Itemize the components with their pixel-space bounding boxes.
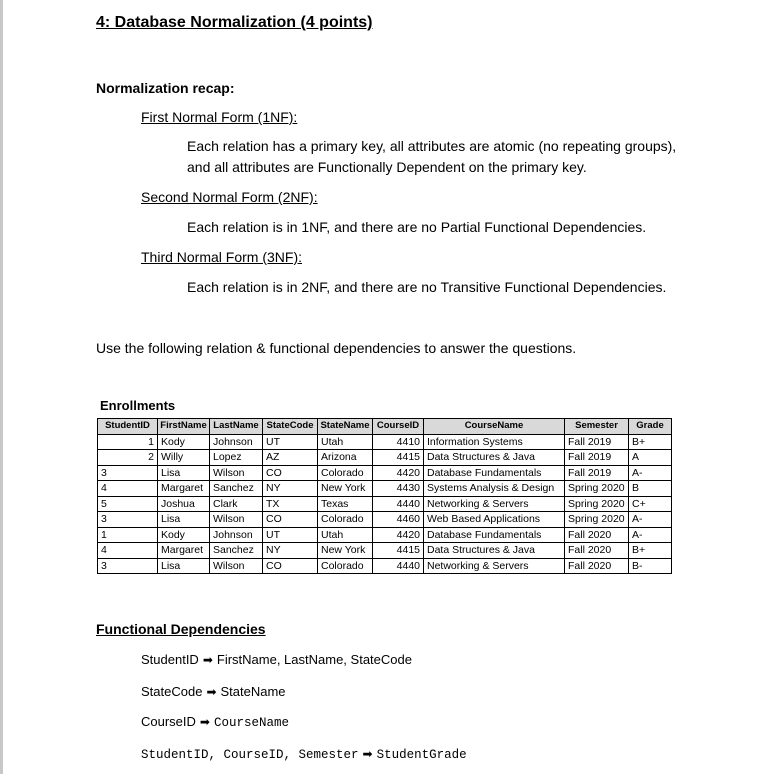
table-row: [98, 481, 672, 497]
table-cell: 4460: [373, 512, 424, 528]
table-cell: Colorado: [318, 558, 373, 574]
dependency-rhs: StudentGrade: [376, 748, 467, 762]
table-cell: Utah: [318, 434, 373, 450]
table-cell: Lisa: [158, 558, 210, 574]
dependency-lhs: StateCode: [141, 684, 203, 699]
table-row: [98, 450, 672, 466]
table-cell: Spring 2020: [565, 481, 629, 497]
table-cell: Wilson: [210, 558, 263, 574]
table-cell: Lopez: [210, 450, 263, 466]
table-cell: B+: [629, 543, 672, 559]
table-cell: 3: [98, 465, 158, 481]
table-cell: 1: [98, 434, 158, 450]
table-cell: A-: [629, 465, 672, 481]
table-cell: Colorado: [318, 465, 373, 481]
instructions-text: Use the following relation & functional dependencies to answer the questions.: [96, 340, 577, 356]
table-cell: Fall 2020: [565, 558, 629, 574]
table-cell: 4440: [373, 496, 424, 512]
table-cell: A: [629, 450, 672, 466]
table-row: [98, 434, 672, 450]
table-cell: New York: [318, 543, 373, 559]
table-cell: Fall 2019: [565, 450, 629, 466]
dependency-4: [141, 746, 467, 762]
dependency-2: [141, 684, 286, 699]
table-row: [98, 527, 672, 543]
dependency-1: [141, 652, 412, 667]
table-cell: Margaret: [158, 543, 210, 559]
table-cell: Willy: [158, 450, 210, 466]
first-normal-form-line-1: Each relation has a primary key, all attributes are atomic (no repeating groups),: [187, 138, 677, 154]
table-cell: Johnson: [210, 434, 263, 450]
table-cell: Information Systems: [424, 434, 565, 450]
first-normal-form-description: [187, 136, 676, 178]
table-cell: CO: [263, 558, 318, 574]
table-cell: Wilson: [210, 512, 263, 528]
table-cell: Johnson: [210, 527, 263, 543]
table-cell: Fall 2020: [565, 527, 629, 543]
table-cell: 4410: [373, 434, 424, 450]
table-cell: Kody: [158, 527, 210, 543]
second-normal-form-description: Each relation is in 1NF, and there are no Partial Functional Dependencies.: [187, 219, 647, 235]
dependency-lhs: CourseID: [141, 714, 196, 729]
table-cell: Spring 2020: [565, 512, 629, 528]
table-cell: 4420: [373, 527, 424, 543]
table-cell: B: [629, 481, 672, 497]
table-cell: 4430: [373, 481, 424, 497]
table-cell: UT: [263, 434, 318, 450]
table-cell: NY: [263, 543, 318, 559]
first-normal-form-title: First Normal Form (1NF):: [141, 109, 298, 125]
table-cell: Colorado: [318, 512, 373, 528]
table-cell: Web Based Applications: [424, 512, 565, 528]
column-header: Semester: [565, 419, 629, 435]
table-cell: NY: [263, 481, 318, 497]
table-cell: Fall 2019: [565, 434, 629, 450]
table-cell: 4440: [373, 558, 424, 574]
section-title: 4: Database Normalization (4 points): [96, 14, 373, 31]
column-header: StateCode: [263, 419, 318, 435]
table-cell: Kody: [158, 434, 210, 450]
column-header: CourseID: [373, 419, 424, 435]
table-header-row: [98, 419, 672, 435]
table-row: [98, 465, 672, 481]
table-cell: C+: [629, 496, 672, 512]
table-cell: New York: [318, 481, 373, 497]
table-cell: 2: [98, 450, 158, 466]
table-cell: AZ: [263, 450, 318, 466]
table-cell: 4415: [373, 543, 424, 559]
column-header: Grade: [629, 419, 672, 435]
page-left-border: [0, 0, 3, 774]
column-header: StateName: [318, 419, 373, 435]
table-cell: 4415: [373, 450, 424, 466]
table-cell: Utah: [318, 527, 373, 543]
dependency-lhs: StudentID: [141, 652, 199, 667]
table-cell: B-: [629, 558, 672, 574]
table-cell: Lisa: [158, 465, 210, 481]
table-cell: 4: [98, 481, 158, 497]
table-row: [98, 512, 672, 528]
column-header: FirstName: [158, 419, 210, 435]
table-cell: Clark: [210, 496, 263, 512]
table-cell: Systems Analysis & Design: [424, 481, 565, 497]
table-cell: Sanchez: [210, 543, 263, 559]
table-cell: Lisa: [158, 512, 210, 528]
table-cell: 3: [98, 558, 158, 574]
table-row: [98, 543, 672, 559]
table-cell: Fall 2020: [565, 543, 629, 559]
table-row: [98, 496, 672, 512]
dependency-3: [141, 714, 289, 730]
column-header: CourseName: [424, 419, 565, 435]
table-cell: A-: [629, 527, 672, 543]
table-cell: Networking & Servers: [424, 558, 565, 574]
third-normal-form-title: Third Normal Form (3NF):: [141, 249, 303, 265]
table-cell: Networking & Servers: [424, 496, 565, 512]
table-cell: Sanchez: [210, 481, 263, 497]
enrollments-table: [97, 418, 672, 574]
table-cell: UT: [263, 527, 318, 543]
column-header: LastName: [210, 419, 263, 435]
table-cell: A-: [629, 512, 672, 528]
table-title: Enrollments: [100, 398, 176, 413]
table-cell: Spring 2020: [565, 496, 629, 512]
right-arrow-icon: ➡: [199, 715, 210, 729]
table-cell: CO: [263, 512, 318, 528]
table-cell: CO: [263, 465, 318, 481]
table-row: [98, 558, 672, 574]
table-cell: B+: [629, 434, 672, 450]
table-cell: Wilson: [210, 465, 263, 481]
dependency-lhs: StudentID, CourseID, Semester: [141, 748, 359, 762]
table-cell: 4420: [373, 465, 424, 481]
table-cell: 1: [98, 527, 158, 543]
table-cell: 4: [98, 543, 158, 559]
table-cell: TX: [263, 496, 318, 512]
recap-heading: Normalization recap:: [96, 80, 235, 96]
dependency-rhs: CourseName: [213, 716, 289, 730]
table-cell: Data Structures & Java: [424, 543, 565, 559]
right-arrow-icon: ➡: [202, 653, 213, 667]
dependency-rhs: FirstName, LastName, StateCode: [216, 652, 412, 667]
table-cell: Margaret: [158, 481, 210, 497]
table-cell: 3: [98, 512, 158, 528]
table-cell: Database Fundamentals: [424, 527, 565, 543]
second-normal-form-title: Second Normal Form (2NF):: [141, 189, 318, 205]
table-cell: Database Fundamentals: [424, 465, 565, 481]
table-cell: Joshua: [158, 496, 210, 512]
right-arrow-icon: ➡: [362, 747, 373, 761]
table-cell: Data Structures & Java: [424, 450, 565, 466]
table-cell: Arizona: [318, 450, 373, 466]
table-cell: 5: [98, 496, 158, 512]
column-header: StudentID: [98, 419, 158, 435]
functional-dependencies-title: Functional Dependencies: [96, 621, 266, 637]
right-arrow-icon: ➡: [206, 685, 217, 699]
dependency-rhs: StateName: [220, 684, 286, 699]
table-cell: Texas: [318, 496, 373, 512]
first-normal-form-line-2: and all attributes are Functionally Dependent on the primary key.: [187, 159, 587, 175]
table-cell: Fall 2019: [565, 465, 629, 481]
third-normal-form-description: Each relation is in 2NF, and there are no Transitive Functional Dependencies.: [187, 279, 667, 295]
